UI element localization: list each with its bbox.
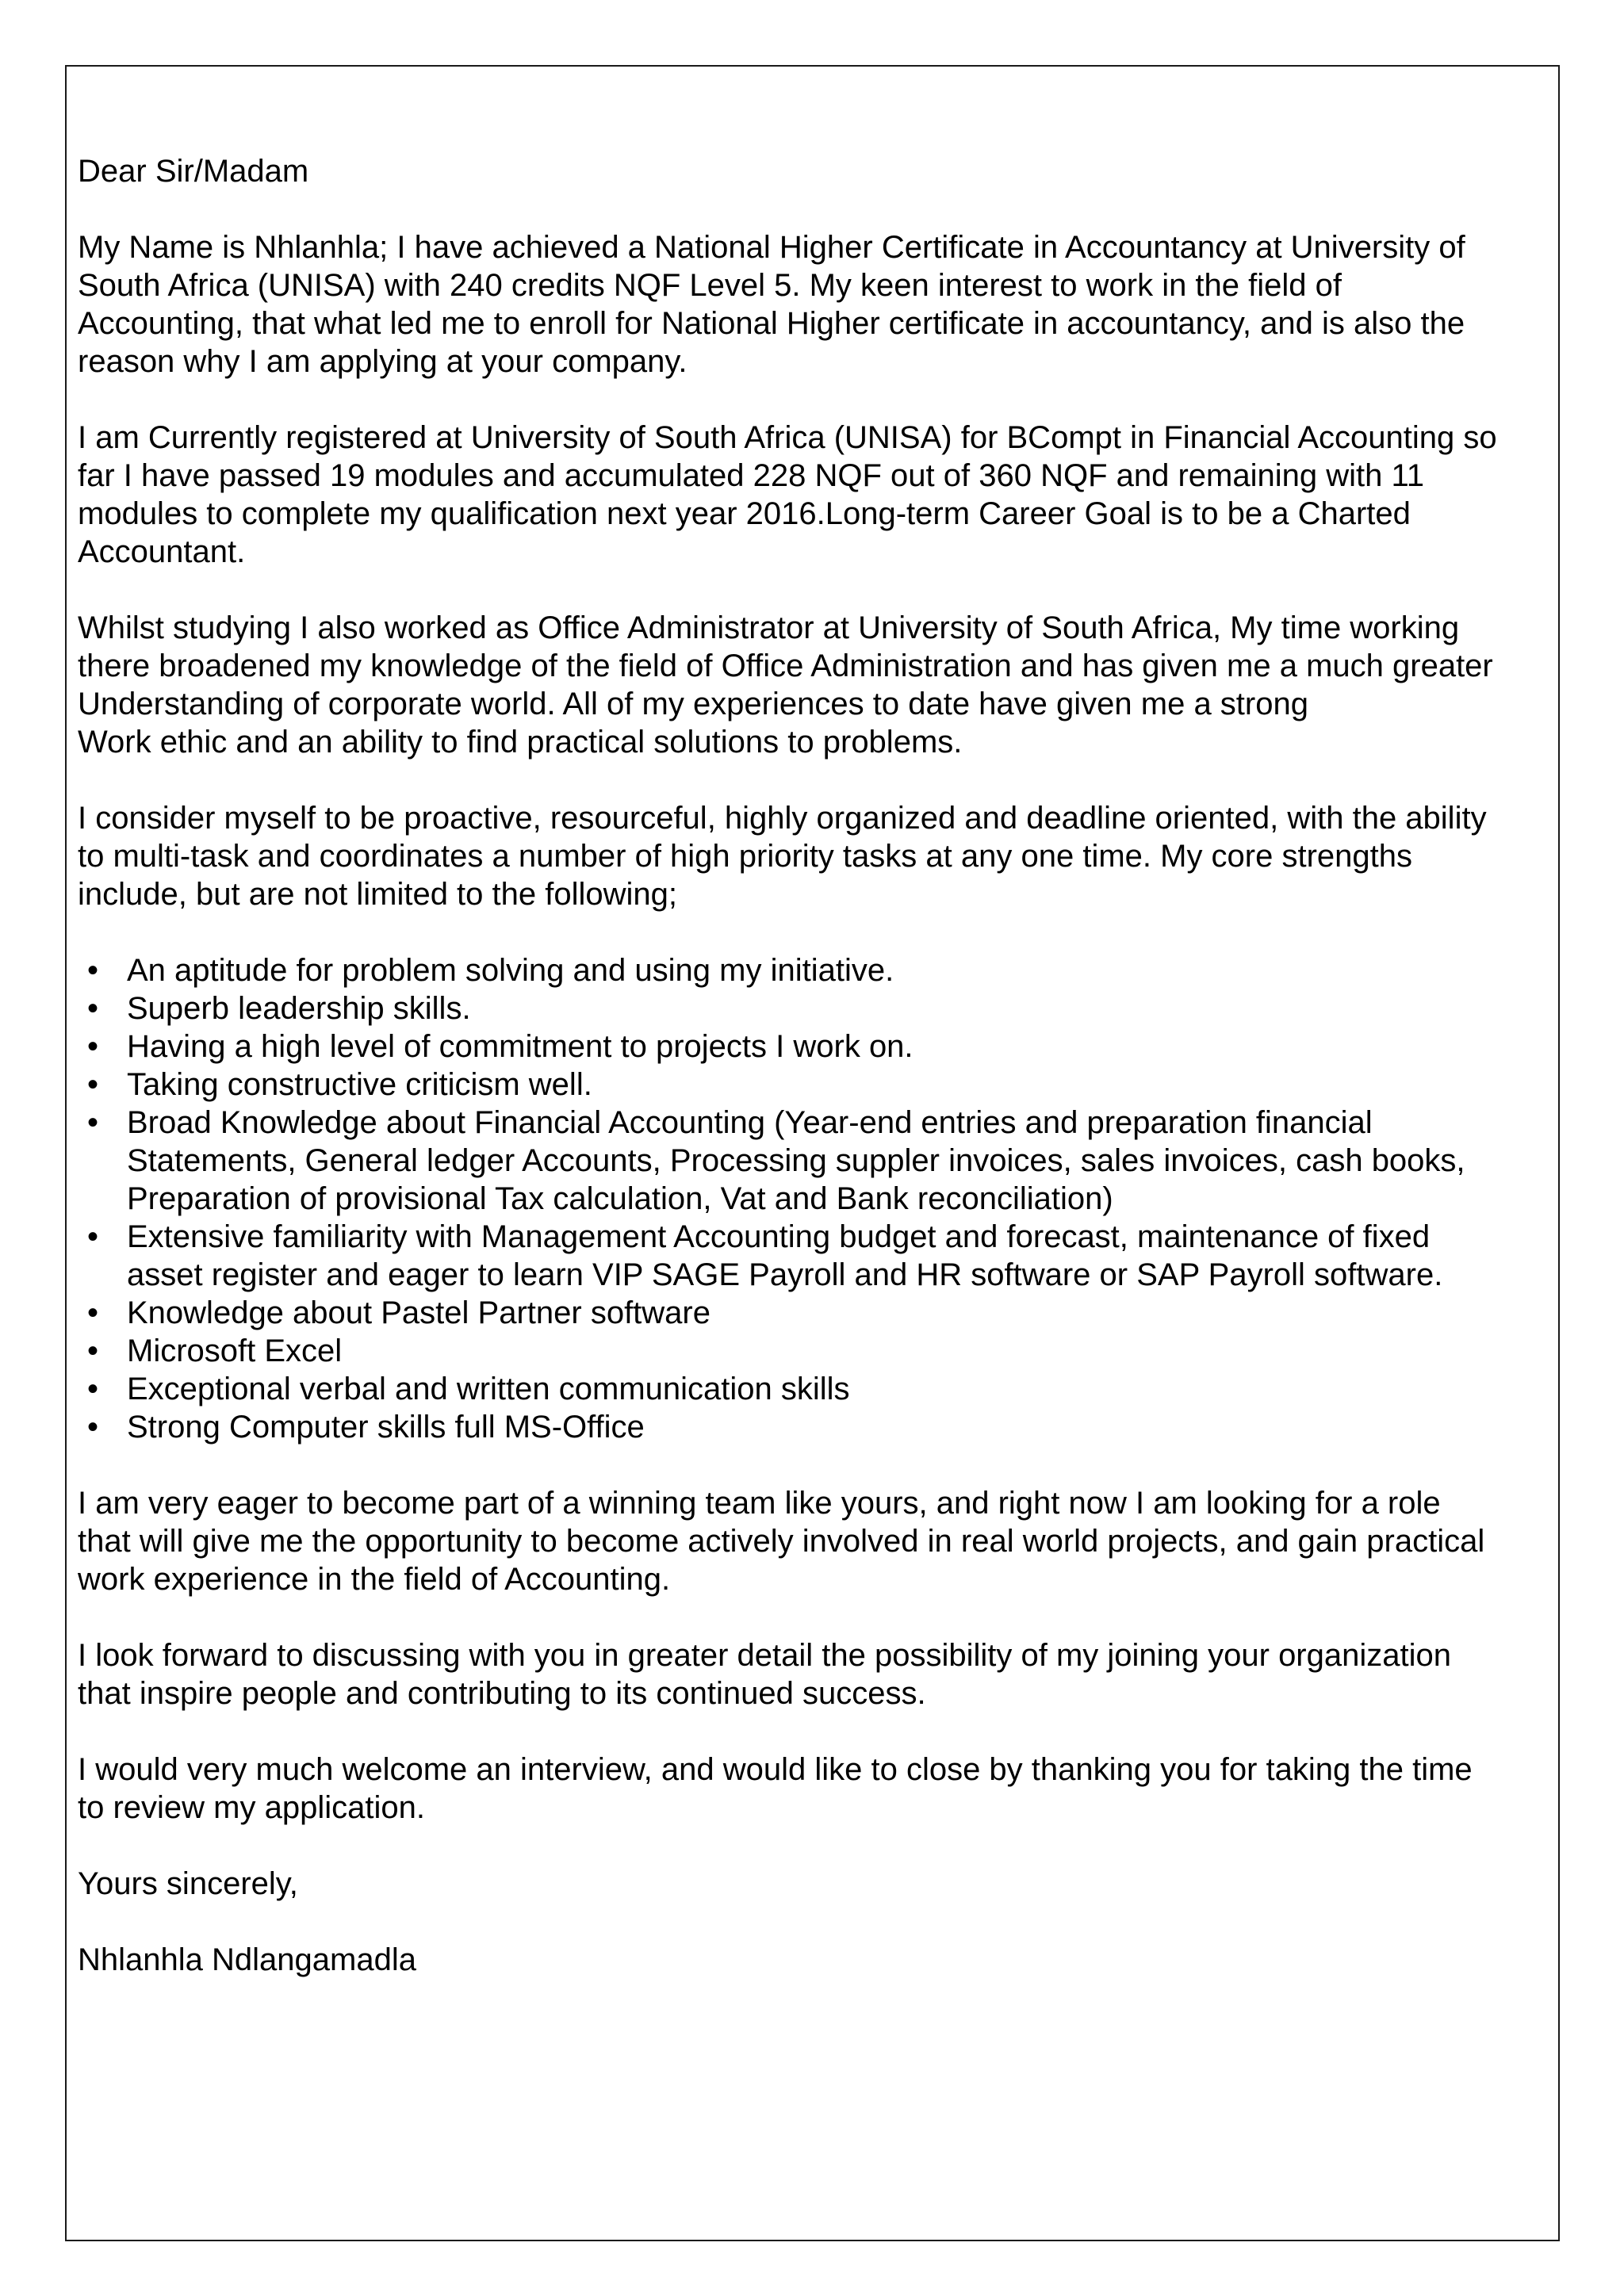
list-item <box>78 989 1561 1027</box>
bullet-icon: • <box>86 1219 98 1254</box>
bullet-icon: • <box>86 1410 98 1445</box>
forward-paragraph: I look forward to discussing with you in greater detail the possibility of my joining your organization that inspire people and contributing to its continued success. <box>78 1638 1451 1711</box>
list-item-text: Taking constructive criticism well. <box>127 1067 592 1102</box>
list-item <box>78 1027 1561 1066</box>
list-item-text: Extensive familiarity with Management Accounting budget and forecast, maintenance of fixed asset register and eager to learn VIP SAGE Payroll and HR software or SAP Payroll software. <box>127 1219 1443 1292</box>
bullet-icon: • <box>86 1067 98 1102</box>
list-item <box>78 951 1561 989</box>
bullet-icon: • <box>86 1105 98 1140</box>
sign-off: Yours sincerely, <box>78 1866 298 1901</box>
list-item-text: Exceptional verbal and written communication skills <box>127 1372 850 1406</box>
list-item <box>78 1332 1561 1370</box>
list-item-text: Knowledge about Pastel Partner software <box>127 1295 710 1330</box>
list-item <box>78 1294 1561 1332</box>
list-item <box>78 1104 1561 1218</box>
list-item-text: Microsoft Excel <box>127 1334 343 1368</box>
list-item-text: Strong Computer skills full MS-Office <box>127 1410 645 1445</box>
list-item <box>78 1370 1561 1408</box>
list-item <box>78 1218 1561 1294</box>
strengths-list <box>78 951 1561 1446</box>
list-item-text: An aptitude for problem solving and using my initiative. <box>127 953 894 988</box>
bullet-icon: • <box>86 1372 98 1406</box>
signature-name: Nhlanhla Ndlangamadla <box>78 1942 416 1977</box>
strengths-intro-paragraph: I consider myself to be proactive, resourceful, highly organized and deadline oriented, with the ability to multi-task and coordinates a number of high priority tasks at any one time. My core strengths include, but are not limited to the following; <box>78 801 1487 912</box>
studies-paragraph: I am Currently registered at University of South Africa (UNISA) for BCompt in Financial Accounting so far I have passed 19 modules and accumulated 228 NQF out of 360 NQF and remaining with 11 modules to complete my qualification next year 2016.Long-term Career Goal is to be a Charted Accountant. <box>78 420 1497 569</box>
cover-letter <box>78 152 1561 1979</box>
list-item-text: Superb leadership skills. <box>127 991 471 1026</box>
list-item-text: Having a high level of commitment to projects I work on. <box>127 1029 914 1064</box>
bullet-icon: • <box>86 991 98 1026</box>
interview-paragraph: I would very much welcome an interview, and would like to close by thanking you for taking the time to review my application. <box>78 1752 1473 1825</box>
bullet-icon: • <box>86 1029 98 1064</box>
list-item-text: Broad Knowledge about Financial Accounting (Year-end entries and preparation financial Statements, General ledger Accounts, Processing suppler invoices, sales invoices, cash books, Preparation of provisional Tax calculation, Vat and Bank reconciliation) <box>127 1105 1465 1216</box>
motivation-paragraph: I am very eager to become part of a winning team like yours, and right now I am looking for a role that will give me the opportunity to become actively involved in real world projects, and gain practical work experience in the field of Accounting. <box>78 1486 1485 1597</box>
bullet-icon: • <box>86 1334 98 1368</box>
list-item <box>78 1066 1561 1104</box>
intro-paragraph: My Name is Nhlanhla; I have achieved a National Higher Certificate in Accountancy at University of South Africa (UNISA) with 240 credits NQF Level 5. My keen interest to work in the field of Accounting, that what led me to enroll for National Higher certificate in accountancy, and is also the reason why I am applying at your company. <box>78 230 1465 379</box>
experience-paragraph: Whilst studying I also worked as Office Administrator at University of South Africa, My time working there broadened my knowledge of the field of Office Administration and has given me a much greater Understanding of corporate world. All of my experiences to date have given me a strong Work ethic and an ability to find practical solutions to problems. <box>78 610 1493 760</box>
bullet-icon: • <box>86 953 98 988</box>
bullet-icon: • <box>86 1295 98 1330</box>
salutation: Dear Sir/Madam <box>78 154 309 189</box>
list-item <box>78 1408 1561 1446</box>
